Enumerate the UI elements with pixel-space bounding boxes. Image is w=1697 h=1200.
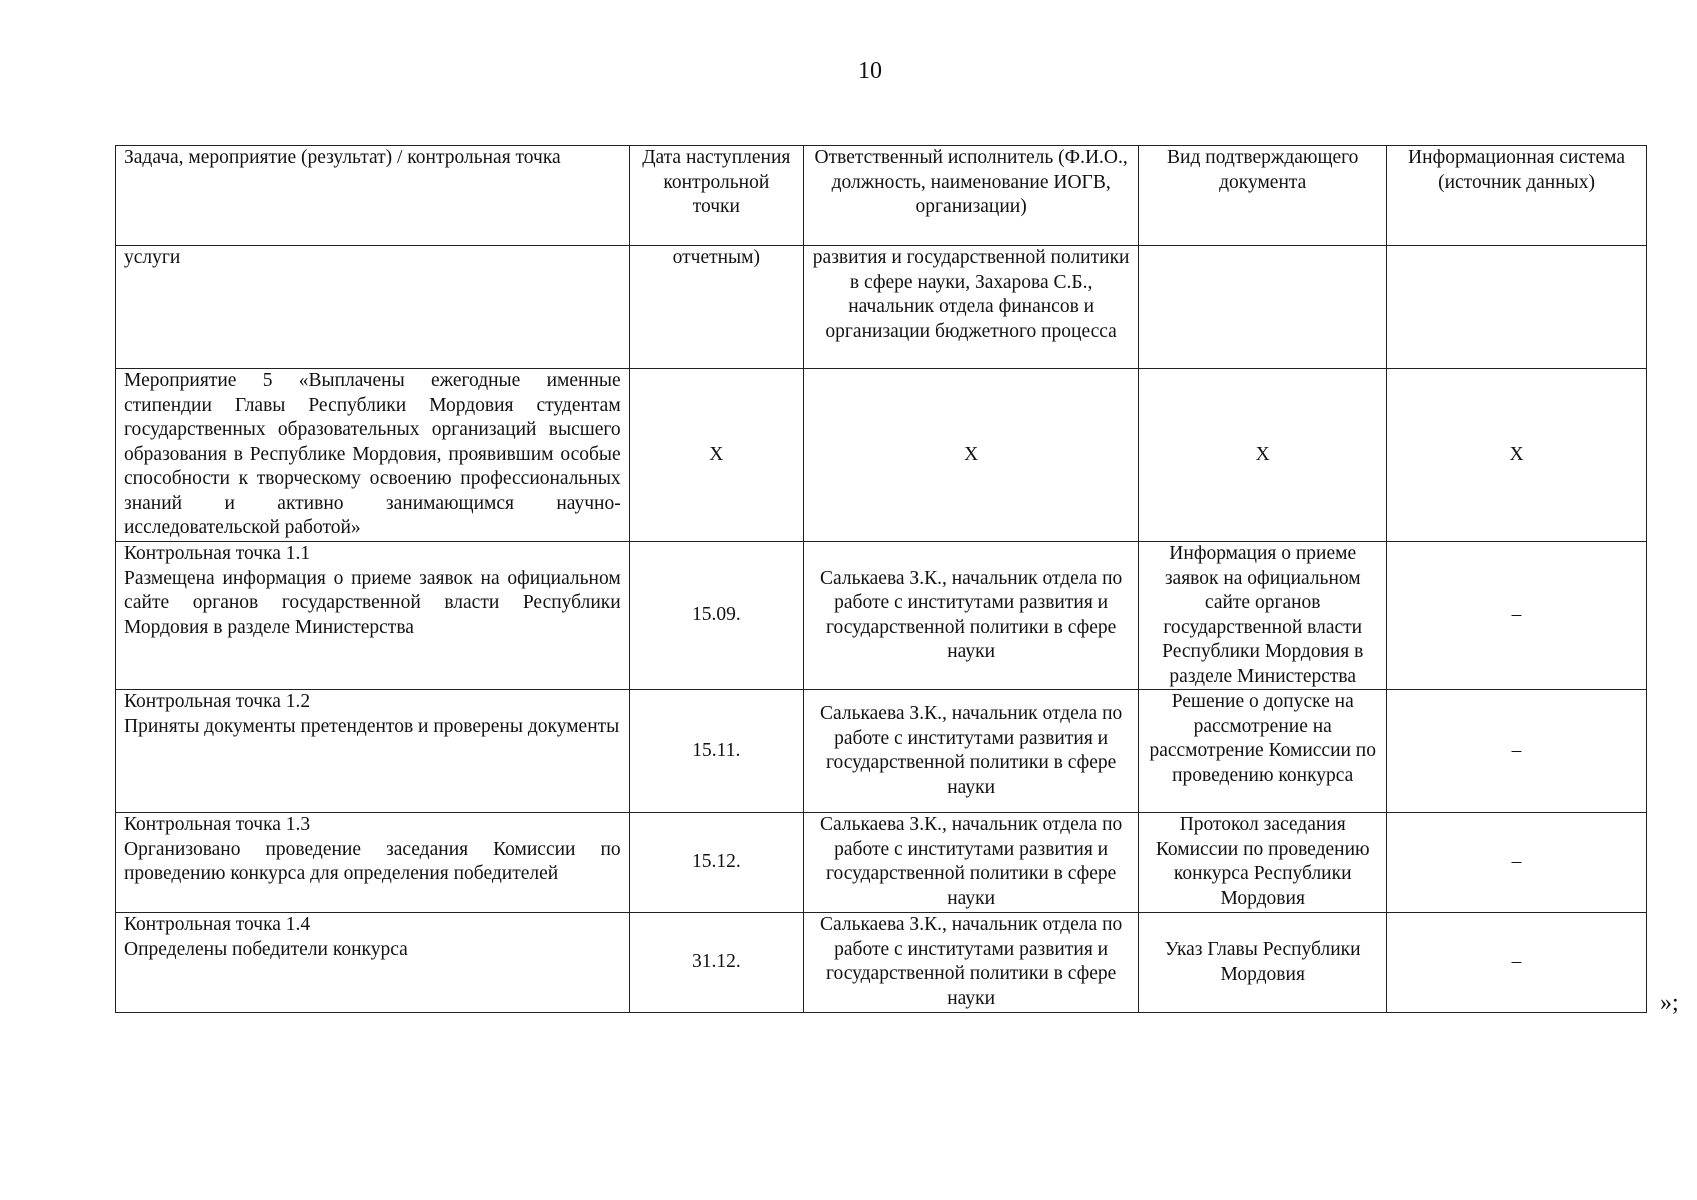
table-row <box>116 246 1647 369</box>
table-row <box>116 542 1647 690</box>
table-row <box>116 913 1647 1013</box>
control-points-table <box>115 145 1647 1013</box>
task-cell: услуги <box>116 246 630 369</box>
control-point-title: Контрольная точка 1.4 <box>124 914 311 935</box>
date-cell: 31.12. <box>629 913 803 1013</box>
date-cell: 15.12. <box>629 813 803 913</box>
task-cell <box>116 690 630 813</box>
document-cell: Информация о приеме заявок на официальном сайте органов государственной власти Республики Мордовия в разделе Министерства <box>1139 542 1387 690</box>
date-cell: отчетным) <box>629 246 803 369</box>
task-cell <box>116 813 630 913</box>
page-number: 10 <box>858 58 882 84</box>
control-point-text: Определены победители конкурса <box>124 938 408 960</box>
header-task: Задача, мероприятие (результат) / контрольная точка <box>116 146 630 246</box>
control-point-title: Контрольная точка 1.3 <box>124 814 311 835</box>
document-cell <box>1139 246 1387 369</box>
task-cell <box>116 542 630 690</box>
table-header-row <box>116 146 1647 246</box>
date-cell: Х <box>629 369 803 542</box>
control-point-text: Размещена информация о приеме заявок на официальном сайте органов государственной власти Республики Мордовия в разделе Министерства <box>124 567 621 638</box>
task-cell: Мероприятие 5 «Выплачены ежегодные именные стипендии Главы Республики Мордовия студентам государственных образовательных организаций высшего образования в Республике Мордовия, проявившим особые способности к творческому освоению профессиональных знаний и активно занимающимся научно-исследовательской работой» <box>116 369 630 542</box>
control-point-title: Контрольная точка 1.1 <box>124 543 311 564</box>
table-row <box>116 813 1647 913</box>
responsible-cell: Салькаева З.К., начальник отдела по работе с институтами развития и государственной политики в сфере науки <box>803 690 1138 813</box>
closing-quote-mark: »; <box>1660 990 1679 1016</box>
system-cell: – <box>1387 542 1647 690</box>
control-point-text: Организовано проведение заседания Комиссии по проведению конкурса для определения победителей <box>124 838 621 884</box>
document-cell: Х <box>1139 369 1387 542</box>
table-row <box>116 690 1647 813</box>
responsible-cell: Салькаева З.К., начальник отдела по работе с институтами развития и государственной политики в сфере науки <box>803 542 1138 690</box>
system-cell: Х <box>1387 369 1647 542</box>
document-cell: Протокол заседания Комиссии по проведению конкурса Республики Мордовия <box>1139 813 1387 913</box>
responsible-cell: Х <box>803 369 1138 542</box>
header-document: Вид подтверждающего документа <box>1139 146 1387 246</box>
date-cell: 15.09. <box>629 542 803 690</box>
system-cell: – <box>1387 813 1647 913</box>
system-cell: – <box>1387 913 1647 1013</box>
responsible-cell: Салькаева З.К., начальник отдела по работе с институтами развития и государственной политики в сфере науки <box>803 913 1138 1013</box>
control-point-title: Контрольная точка 1.2 <box>124 691 311 712</box>
responsible-cell: Салькаева З.К., начальник отдела по работе с институтами развития и государственной политики в сфере науки <box>803 813 1138 913</box>
header-responsible: Ответственный исполнитель (Ф.И.О., должность, наименование ИОГВ, организации) <box>803 146 1138 246</box>
document-cell: Указ Главы Республики Мордовия <box>1139 913 1387 1013</box>
document-cell: Решение о допуске на рассмотрение на рассмотрение Комиссии по проведению конкурса <box>1139 690 1387 813</box>
table-row <box>116 369 1647 542</box>
system-cell: – <box>1387 690 1647 813</box>
responsible-cell: развития и государственной политики в сфере науки, Захарова С.Б., начальник отдела финансов и организации бюджетного процесса <box>803 246 1138 369</box>
header-system: Информационная система (источник данных) <box>1387 146 1647 246</box>
header-date: Дата наступления контрольной точки <box>629 146 803 246</box>
task-cell <box>116 913 630 1013</box>
system-cell <box>1387 246 1647 369</box>
date-cell: 15.11. <box>629 690 803 813</box>
control-point-text: Приняты документы претендентов и проверены документы <box>124 715 620 737</box>
